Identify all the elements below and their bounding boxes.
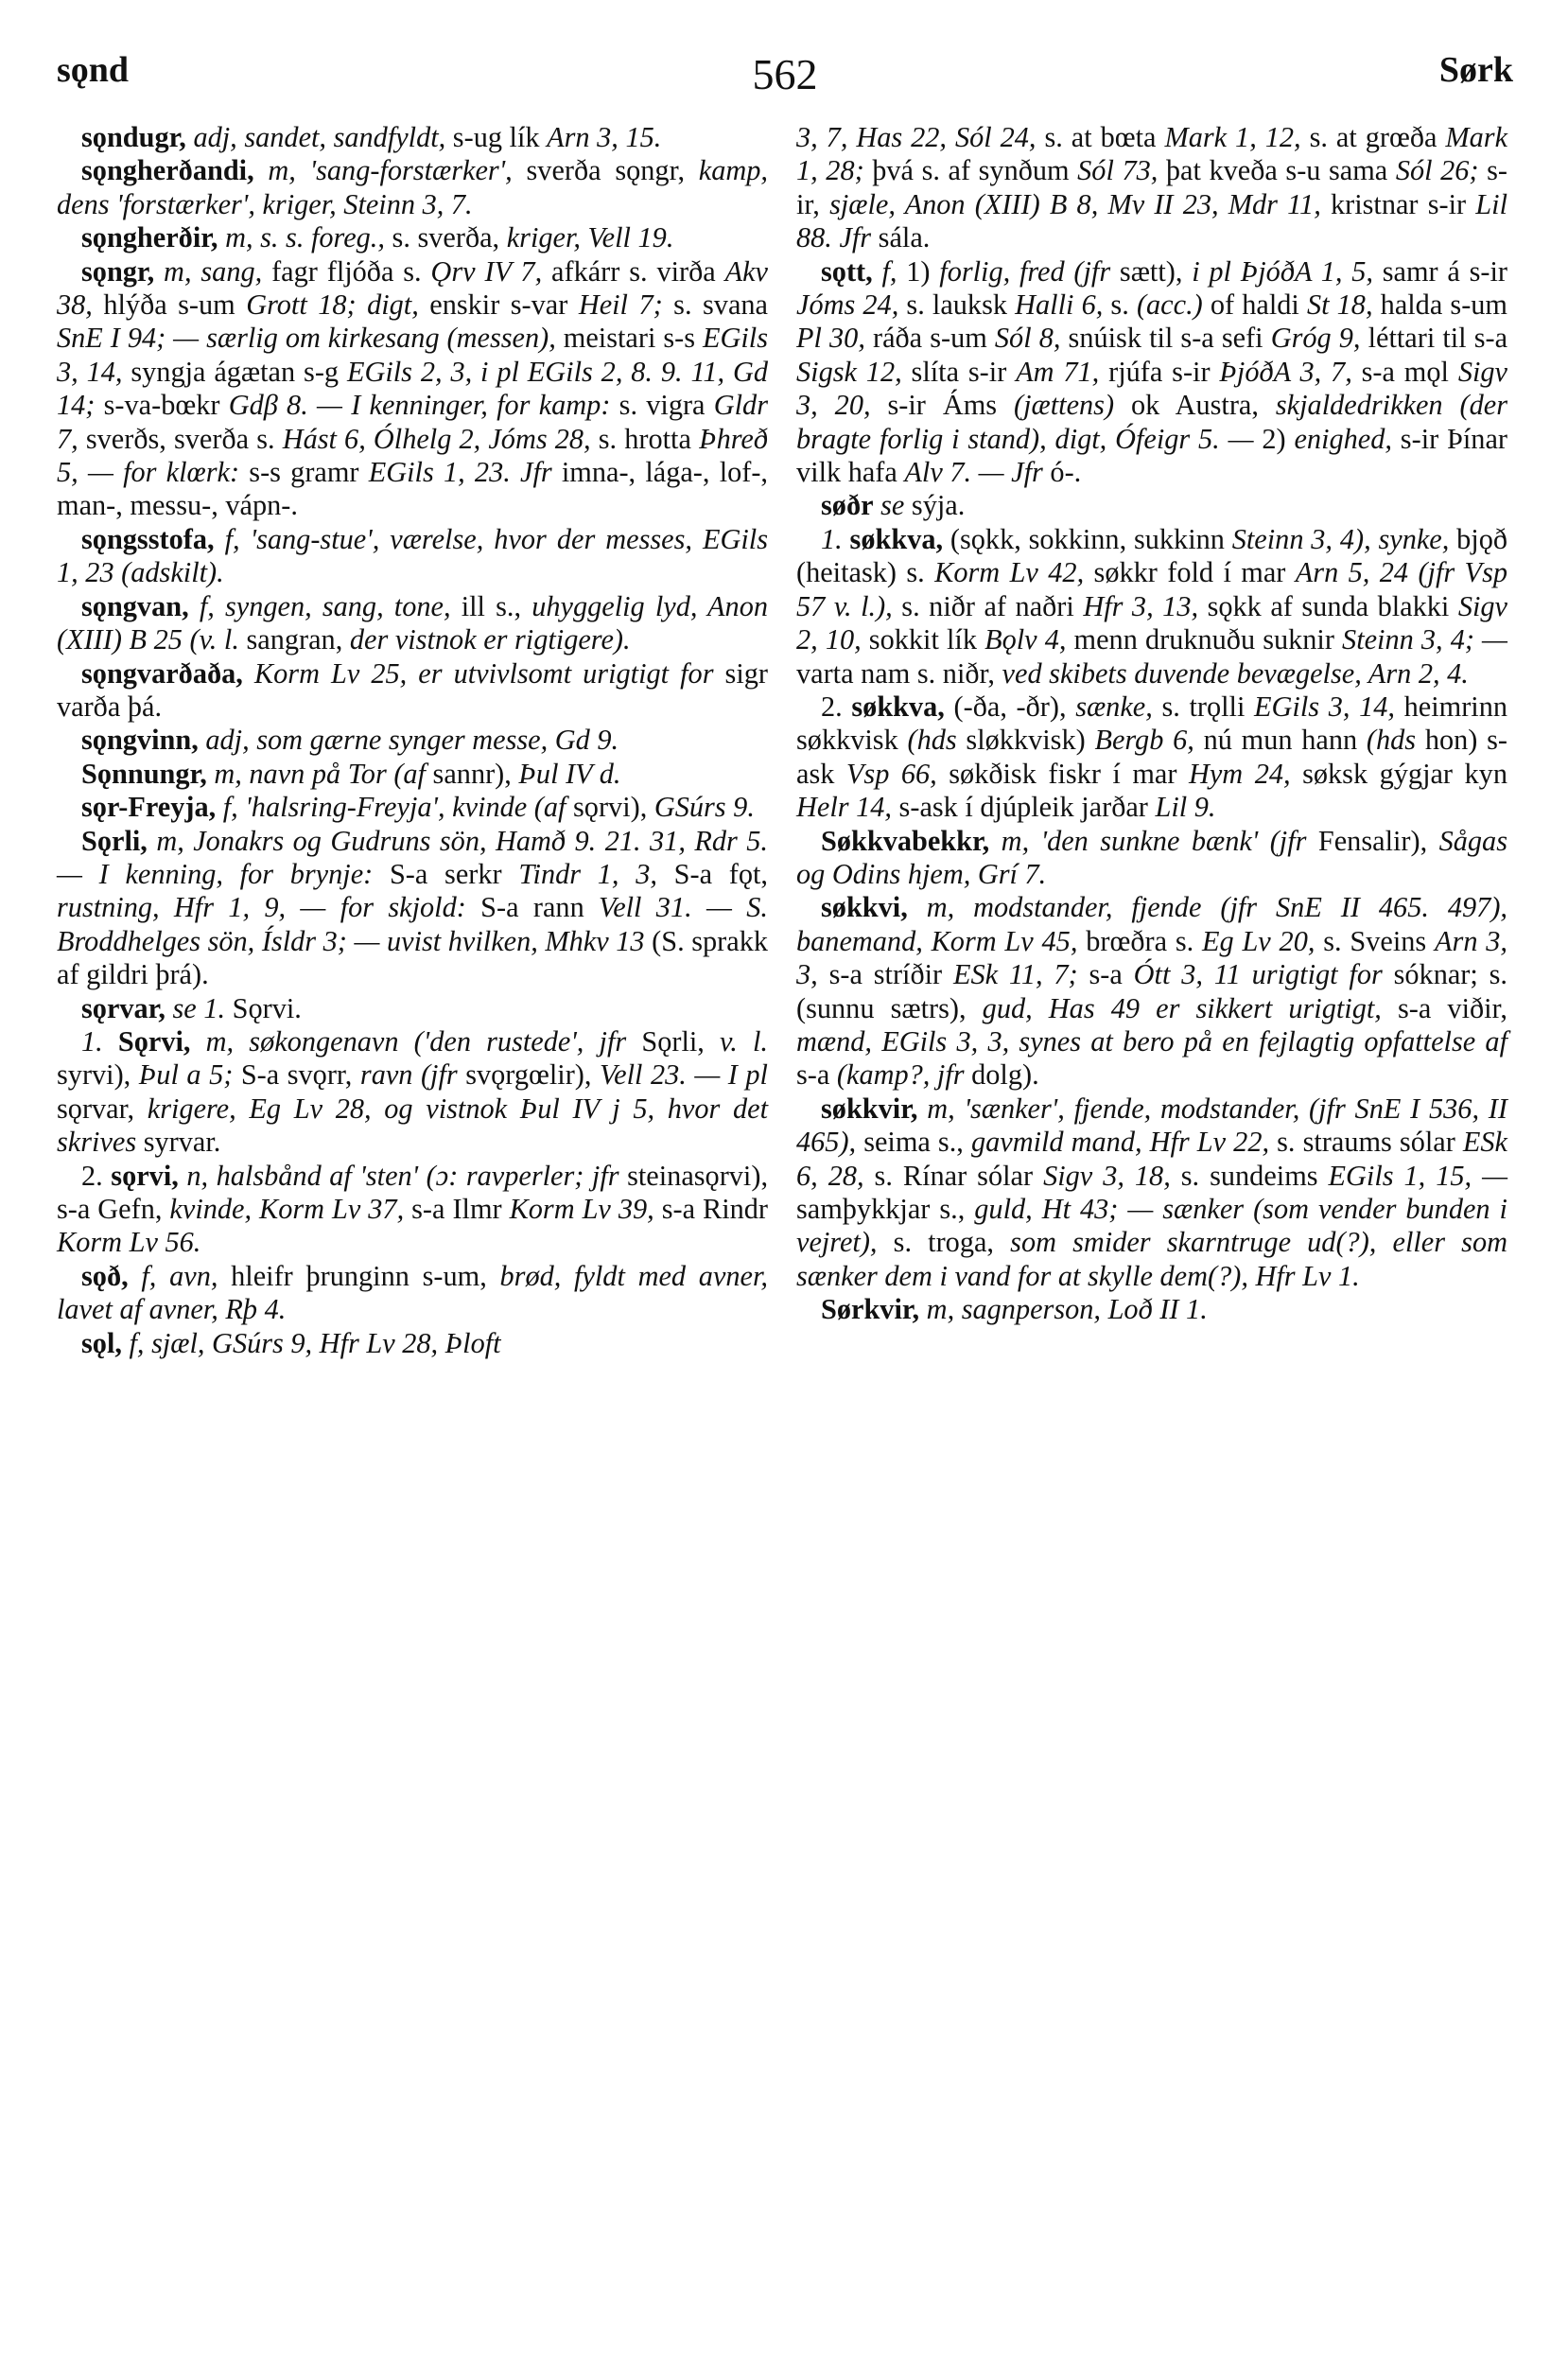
entry-italic-text: ravn (jfr xyxy=(359,1058,458,1092)
entry-italic-text: krigere, Eg Lv 28, og vistnok Þul IV j 5, hvor det skrives xyxy=(57,1092,768,1159)
entry-text: s. lauksk xyxy=(898,288,1016,322)
entry-text: 2. xyxy=(821,690,852,723)
entry-italic-text: 1. xyxy=(821,522,843,555)
entry-headword: sǫngvarðaða, xyxy=(81,656,243,690)
entry-text: sverða sǫngr, xyxy=(512,154,699,187)
entry-text: sála. xyxy=(871,221,931,254)
entry-italic-text: (jættens) xyxy=(1014,389,1115,422)
entry-italic-text: Þul a 5; xyxy=(138,1058,234,1092)
entry-text: sýja. xyxy=(904,489,966,522)
entry-italic-text: 1. xyxy=(81,1024,103,1058)
entry-text: heimrinn søkkvisk xyxy=(796,690,1508,757)
entry-text: s-ir, xyxy=(796,154,1507,220)
entry-text: s-ir Þínar vilk hafa xyxy=(796,422,1507,489)
entry-italic-text: Jóms 24, xyxy=(796,288,899,322)
entry-text: s-a Ilmr xyxy=(404,1193,510,1225)
right-running-head: Sørk xyxy=(1438,50,1513,90)
dictionary-entry xyxy=(57,121,768,154)
dictionary-entry xyxy=(57,758,768,791)
entry-italic-text: Arn 3, 15. xyxy=(547,121,662,153)
entry-text: menn druknuðu suknir xyxy=(1066,623,1343,656)
entry-text: fagr fljóða s. xyxy=(262,254,431,288)
entry-italic-text: ESk 11, 7; xyxy=(952,958,1078,991)
entry-italic-text: Bergb 6, xyxy=(1094,724,1194,757)
dictionary-entry xyxy=(796,489,1507,522)
entry-text: ok Austra, xyxy=(1114,389,1276,422)
dictionary-entry xyxy=(57,657,768,725)
entry-italic-text: ÞjóðA 3, 7, xyxy=(1219,355,1352,388)
entry-headword: Sǫrli, xyxy=(81,824,148,857)
entry-text: brœðra s. xyxy=(1077,924,1202,957)
dictionary-entry xyxy=(57,221,768,254)
entry-headword: søðr xyxy=(821,489,874,522)
entry-italic-text: Korm Lv 25, er utvivlsomt urigtigt for xyxy=(242,656,714,690)
entry-text: halda s-um xyxy=(1372,288,1508,322)
entry-text: Sǫrvi. xyxy=(225,991,302,1024)
right-column xyxy=(796,121,1507,1327)
entry-italic-text: (hds xyxy=(1366,724,1417,757)
entry-italic-text: Korm Lv 39, xyxy=(509,1193,654,1225)
entry-headword: sǫndugr, xyxy=(81,121,186,153)
entry-headword: sǫð, xyxy=(81,1259,129,1292)
entry-headword: sǫr-Freyja, xyxy=(81,791,217,824)
entry-italic-text: brød, fyldt med avner, lavet af avner, Rþ 4. xyxy=(57,1259,768,1326)
entry-italic-text: (hds xyxy=(907,724,957,757)
entry-headword: sǫtt, xyxy=(821,254,873,288)
entry-text: s-ug lík xyxy=(445,121,548,153)
entry-italic-text: guld, Ht 43; — sænker (som vender bunden i vejret), xyxy=(796,1193,1507,1259)
entry-italic-text: EGils 1, 23. Jfr xyxy=(368,456,552,489)
entry-italic-text: Gróg 9, xyxy=(1270,322,1361,355)
entry-italic-text: EGils 3, 14, xyxy=(57,322,768,388)
entry-text: imna-, lága-, lof-, man-, messu-, vápn-. xyxy=(57,456,769,522)
entry-text: sannr), xyxy=(425,757,519,790)
entry-italic-text: Þhreð 5, — for klœrk: xyxy=(57,422,768,489)
entry-italic-text: SnE I 94; — særlig om kirkesang (messen), xyxy=(57,322,556,355)
entry-italic-text: se xyxy=(873,489,905,522)
entry-text: s. niðr af naðri xyxy=(892,589,1084,622)
entry-text: syngja ágætan s-g xyxy=(122,355,347,388)
entry-italic-text: Pl 30, xyxy=(796,322,865,355)
entry-text: steinasǫrvi), s-a Gefn, xyxy=(57,1159,769,1225)
entry-text: hlýða s-um xyxy=(92,288,247,322)
entry-italic-text: Vell 31. — S. Broddhelges sön, Ísldr 3; — uvist hvilken, Mhkv 13 xyxy=(57,891,768,957)
entry-italic-text: Halli 6, xyxy=(1015,288,1104,322)
entry-italic-text: se 1. xyxy=(165,991,226,1024)
entry-text: (S. sprakk af gildri þrá). xyxy=(57,924,769,991)
entry-text: sǫrvi), xyxy=(566,791,654,824)
entry-italic-text: Steinn 3, 4), synke, xyxy=(1231,522,1450,555)
entry-headword: søkkvi, xyxy=(821,891,908,924)
entry-text: ráða s-um xyxy=(864,322,995,355)
entry-text: þat kveða s-u sama xyxy=(1158,154,1396,187)
entry-text: varta nam s. niðr, xyxy=(796,656,1002,690)
dictionary-entry xyxy=(57,590,768,657)
entry-text: s-a stríðir xyxy=(817,958,953,991)
dictionary-entry xyxy=(57,992,768,1025)
entry-headword: sǫngvan, xyxy=(81,589,189,622)
entry-italic-text: kvinde, Korm Lv 37, xyxy=(169,1193,405,1225)
dictionary-entry xyxy=(796,691,1507,825)
entry-italic-text: m, sang, xyxy=(154,254,263,288)
entry-italic-text: Mark 1, 12, xyxy=(1164,121,1301,153)
entry-italic-text: Lil 9. xyxy=(1155,791,1216,824)
entry-text: sǫrvar, xyxy=(57,1092,148,1125)
dictionary-entry xyxy=(57,1160,768,1260)
entry-italic-text: Lil 88. Jfr xyxy=(796,187,1507,254)
entry-text: s. sundeims xyxy=(1170,1159,1329,1192)
entry-italic-text: Ótt 3, 11 urigtigt for xyxy=(1133,958,1383,991)
entry-italic-text: sjæle, Anon (XIII) B 8, Mv II 23, Mdr 11, xyxy=(829,187,1321,220)
left-column xyxy=(57,121,768,1360)
entry-italic-text: Sigsk 12, xyxy=(796,355,902,388)
entry-italic-text: n, halsbånd af 'sten' (ɔ: ravperler; jfr xyxy=(178,1159,619,1192)
entry-headword: sǫngsstofa, xyxy=(81,522,215,555)
entry-text: s. troga, xyxy=(877,1226,1011,1259)
entry-italic-text: Gdβ 8. — I kenninger, for kamp: xyxy=(228,389,611,422)
dictionary-entry xyxy=(57,1327,768,1360)
entry-headword: sǫngherðandi, xyxy=(81,154,254,187)
entry-text: Sǫrli, xyxy=(626,1024,721,1058)
entry-text: søkðisk fiskr í mar xyxy=(936,757,1189,790)
dictionary-entry xyxy=(57,154,768,221)
entry-italic-text: Mark 1, 28; xyxy=(796,121,1508,187)
entry-text: slíta s-ir xyxy=(901,355,1017,388)
entry-italic-text: m, s. s. foreg., xyxy=(218,221,385,254)
dictionary-entry xyxy=(57,724,768,757)
entry-italic-text: Arn 3, 3, xyxy=(796,924,1508,991)
entry-headword: sǫngvinn, xyxy=(81,724,199,757)
entry-italic-text: Sól 73, xyxy=(1077,154,1159,187)
entry-headword: sǫl, xyxy=(81,1326,122,1359)
entry-text: s. vigra xyxy=(610,389,714,422)
entry-text: s. sverða, xyxy=(384,221,507,254)
entry-text: sangran, xyxy=(238,623,350,656)
entry-text: s. svana xyxy=(662,288,768,322)
entry-italic-text: Korm Lv 42, xyxy=(934,556,1085,589)
entry-text: s-a Rindr xyxy=(653,1193,768,1225)
entry-text: s. at bœta xyxy=(1036,121,1165,153)
entry-text: s-a xyxy=(1077,958,1134,991)
dictionary-entry xyxy=(57,1260,768,1327)
entry-text: s. Sveins xyxy=(1315,924,1436,957)
entry-italic-text: adj, sandet, sandfyldt, xyxy=(185,121,446,153)
entry-italic-text: kriger, Vell 19. xyxy=(506,221,674,254)
entry-italic-text: Hfr 3, 13, xyxy=(1083,589,1199,622)
entry-text: S-a serkr xyxy=(373,857,519,890)
entry-text: s-ask í djúpleik jarðar xyxy=(891,791,1156,824)
entry-italic-text: Akv 38, xyxy=(57,254,768,322)
entry-italic-text: Arn 5, 24 (jfr Vsp 57 v. l.), xyxy=(796,556,1508,622)
entry-italic-text: forlig, fred (jfr xyxy=(939,254,1111,288)
entry-text: søksk gýgjar kyn xyxy=(1290,757,1507,790)
entry-italic-text: GSúrs 9. xyxy=(653,791,755,824)
entry-italic-text: Hást 6, Ólhelg 2, Jóms 28, xyxy=(282,422,591,455)
entry-headword: sǫngr, xyxy=(81,254,155,288)
entry-italic-text: m, 'sang-forstærker', xyxy=(253,154,513,187)
entry-italic-text: f, sjæl, GSúrs 9, Hfr Lv 28, Þloft xyxy=(121,1326,501,1359)
entry-italic-text: Sól 26; xyxy=(1395,154,1479,187)
entry-italic-text: Heil 7; xyxy=(578,288,663,322)
entry-text: S-a rann xyxy=(465,891,600,924)
entry-text: 2) xyxy=(1253,422,1295,455)
entry-headword: søkkvir, xyxy=(821,1092,918,1125)
entry-headword: sǫrvi, xyxy=(111,1159,179,1192)
entry-text: enskir s-var xyxy=(418,288,579,322)
entry-text: nú mun hann xyxy=(1193,724,1367,757)
entry-italic-text: enighed, xyxy=(1294,422,1392,455)
dictionary-entry xyxy=(796,255,1507,490)
dictionary-entry xyxy=(57,825,768,992)
entry-text: meistari s-s xyxy=(555,322,703,355)
page-number: 562 xyxy=(752,50,818,98)
entry-italic-text: i pl ÞjóðA 1, 5, xyxy=(1192,254,1373,288)
entry-text: s. xyxy=(1103,288,1137,322)
entry-headword: Sǫrvi, xyxy=(102,1024,191,1058)
entry-italic-text: der vistnok er rigtigere). xyxy=(349,623,631,656)
entry-text: seima s., xyxy=(856,1126,971,1159)
entry-text: sverðs, sverða s. xyxy=(78,422,283,455)
entry-text: s. trǫlli xyxy=(1152,690,1255,723)
entry-headword: sǫrvar, xyxy=(81,991,166,1024)
entry-italic-text: m, sagnperson, Loð II 1. xyxy=(919,1293,1208,1326)
entry-text: s. straums sólar xyxy=(1269,1126,1463,1159)
entry-italic-text: Hym 24, xyxy=(1188,757,1291,790)
entry-text: sigr varða þá. xyxy=(57,656,768,723)
entry-headword: Søkkvabekkr, xyxy=(821,824,990,857)
entry-italic-text: Gldr 7, xyxy=(57,389,768,455)
entry-text: afkárr s. virða xyxy=(542,254,725,288)
entry-text: snúisk til s-a sefi xyxy=(1060,322,1271,355)
entry-italic-text: 3, 7, Has 22, Sól 24, xyxy=(796,121,1037,153)
entry-italic-text: EGils 3, 14, xyxy=(1254,690,1395,723)
entry-italic-text: Am 71, xyxy=(1016,355,1100,388)
entry-italic-text: ESk 6, 28, xyxy=(796,1126,1507,1192)
entry-italic-text: m, Jonakrs og Gudruns sön, Hamð 9. 21. 31, Rdr 5. — I kenning, for brynje: xyxy=(57,824,768,890)
entry-italic-text: rustning, Hfr 1, 9, — for skjold: xyxy=(57,891,466,924)
entry-text: dolg). xyxy=(964,1058,1039,1092)
entry-italic-text: f, avn, xyxy=(128,1259,218,1292)
entry-italic-text: kamp, dens 'forstærker', kriger, Steinn 3, 7. xyxy=(57,154,768,220)
entry-italic-text: Grott 18; digt, xyxy=(246,288,419,322)
entry-italic-text: Þul IV d. xyxy=(518,757,621,790)
dictionary-entry xyxy=(796,523,1507,691)
entry-italic-text: v. l. xyxy=(720,1024,768,1058)
entry-text: þvá s. af synðum xyxy=(863,154,1078,187)
entry-text: rjúfa s-ir xyxy=(1099,355,1220,388)
left-running-head: sǫnd xyxy=(57,50,130,90)
entry-italic-text: Bǫlv 4, xyxy=(984,623,1067,656)
entry-text: sætt), xyxy=(1110,254,1193,288)
entry-italic-text: Vell 23. — I pl xyxy=(599,1058,768,1092)
entry-italic-text: Sigv 3, 20, xyxy=(796,355,1507,422)
entry-italic-text: EGils 2, 3, i pl EGils 2, 8. 9. 11, Gd 14; xyxy=(57,355,769,422)
entry-text: bjǫð (heitask) s. xyxy=(796,522,1508,589)
entry-text: 2. xyxy=(81,1159,112,1192)
entry-text: s. at grœða xyxy=(1300,121,1446,153)
entry-text: kristnar s-ir xyxy=(1320,187,1476,220)
entry-italic-text: St 18, xyxy=(1306,288,1373,322)
entry-italic-text: (acc.) xyxy=(1136,288,1203,322)
entry-italic-text: Korm Lv 56. xyxy=(57,1226,201,1259)
page-header xyxy=(57,49,1513,106)
entry-italic-text: m, modstander, fjende (jfr SnE II 465. 497), banemand, Korm Lv 45, xyxy=(796,891,1507,957)
entry-headword: sǫngherðir, xyxy=(81,221,218,254)
entry-italic-text: Sigv 3, 18, xyxy=(1043,1159,1171,1192)
entry-text: s-a mǫl xyxy=(1351,355,1458,388)
entry-italic-text: Sigv 2, 10, xyxy=(796,589,1507,656)
entry-italic-text: Helr 14, xyxy=(796,791,892,824)
entry-italic-text: Sól 8, xyxy=(994,322,1061,355)
dictionary-entry xyxy=(796,891,1507,1092)
entry-text: ill s., xyxy=(450,589,532,622)
entry-text: sóknar; s. (sunnu sætrs), xyxy=(796,958,1508,1024)
entry-text: (-ða, -ðr), xyxy=(944,690,1076,723)
entry-text: syrvar. xyxy=(136,1126,221,1159)
dictionary-entry xyxy=(57,255,768,523)
entry-text: sǫkk af sunda blakki xyxy=(1198,589,1458,622)
entry-italic-text: f, syngen, sang, tone, xyxy=(188,589,451,622)
entry-italic-text: Eg Lv 20, xyxy=(1202,924,1315,957)
entry-text: ó-. xyxy=(1042,456,1082,489)
entry-headword: Sørkvir, xyxy=(821,1293,920,1326)
entry-italic-text: Steinn 3, 4; — xyxy=(1342,623,1507,656)
dictionary-entry xyxy=(796,1093,1507,1293)
entry-text: s-ir Áms xyxy=(870,389,1015,422)
dictionary-entry xyxy=(57,1025,768,1160)
entry-text: s-s gramr xyxy=(239,456,369,489)
entry-text: 1) xyxy=(897,254,940,288)
entry-text: S-a svǫrr, xyxy=(233,1058,360,1092)
entry-italic-text: gavmild mand, Hfr Lv 22, xyxy=(970,1126,1270,1159)
entry-italic-text: Vsp 66, xyxy=(845,757,937,790)
entry-headword: søkkva, xyxy=(851,690,945,723)
dictionary-entry xyxy=(796,825,1507,892)
entry-italic-text: ved skibets duvende bevægelse, Arn 2, 4. xyxy=(1002,656,1469,690)
entry-italic-text: f, 'sang-stue', værelse, hvor der messes, EGils 1, 23 (adskilt). xyxy=(57,522,768,589)
entry-italic-text: sænke, xyxy=(1075,690,1153,723)
entry-text: of haldi xyxy=(1202,288,1307,322)
entry-text: s. hrotta xyxy=(590,422,700,455)
entry-italic-text: m, navn på Tor (af xyxy=(206,757,426,790)
entry-italic-text: adj, som gærne synger messe, Gd 9. xyxy=(198,724,619,757)
entry-text: søkkr fold í mar xyxy=(1084,556,1296,589)
entry-italic-text: f, 'halsring-Freyja', kvinde (af xyxy=(216,791,566,824)
entry-text: hleifr þrunginn s-um, xyxy=(218,1259,500,1292)
entry-text: s-a viðir, xyxy=(1381,991,1507,1024)
entry-italic-text: gud, Has 49 er sikkert urigtigt, xyxy=(982,991,1382,1024)
entry-italic-text: Ǫrv IV 7, xyxy=(430,254,543,288)
entry-italic-text: Alv 7. — Jfr xyxy=(904,456,1043,489)
entry-italic-text: Sågas og Odins hjem, Grí 7. xyxy=(796,824,1507,890)
entry-text: s. Rínar sólar xyxy=(863,1159,1044,1192)
entry-italic-text: uhyggelig lyd, Anon (XIII) B 25 (v. l. xyxy=(57,589,768,656)
entry-italic-text: (kamp?, jfr xyxy=(836,1058,965,1092)
dictionary-entry xyxy=(796,1293,1507,1326)
entry-text: sløkkvisk) xyxy=(956,724,1095,757)
entry-italic-text: m, 'den sunkne bænk' (jfr xyxy=(989,824,1307,857)
entry-italic-text: f, xyxy=(872,254,897,288)
dictionary-entry xyxy=(57,523,768,590)
entry-text: syrvi), xyxy=(57,1058,139,1092)
entry-text: s-va-bœkr xyxy=(95,389,229,422)
entry-text: samr á s-ir xyxy=(1372,254,1507,288)
entry-italic-text: som smider skarntruge ud(?), eller som sænker dem i vand for at skylle dem(?), Hfr Lv 1. xyxy=(796,1226,1507,1292)
entry-text: hon) s-ask xyxy=(796,724,1507,790)
entry-headword: Sǫnnungr, xyxy=(81,757,207,790)
entry-italic-text: EGils 1, 15, — xyxy=(1328,1159,1508,1192)
entry-text: samþykkjar s., xyxy=(796,1193,975,1225)
entry-italic-text: m, søkongenavn ('den rustede', jfr xyxy=(190,1024,627,1058)
dictionary-entry xyxy=(57,791,768,824)
entry-text: (sǫkk, sokkinn, sukkinn xyxy=(943,522,1232,555)
dictionary-entry xyxy=(796,121,1507,255)
entry-text: S-a fǫt, xyxy=(656,857,768,890)
entry-italic-text: skjaldedrikken (der bragte forlig i stand), digt, Ófeigr 5. — xyxy=(796,389,1507,455)
entry-italic-text: mænd, EGils 3, 3, synes at bero på en fejlagtig opfattelse af xyxy=(796,1024,1507,1058)
entry-text: Fensalir), xyxy=(1306,824,1439,857)
entry-headword: søkkva, xyxy=(842,522,944,555)
entry-text: svǫrgœlir), xyxy=(457,1058,600,1092)
entry-italic-text: m, 'sænker', fjende, modstander, (jfr SnE I 536, II 465), xyxy=(796,1092,1507,1159)
entry-italic-text: Tindr 1, 3, xyxy=(518,857,657,890)
entry-text: sokkit lík xyxy=(861,623,985,656)
entry-text: léttari til s-a xyxy=(1360,322,1508,355)
entry-text: s-a xyxy=(796,1058,837,1092)
